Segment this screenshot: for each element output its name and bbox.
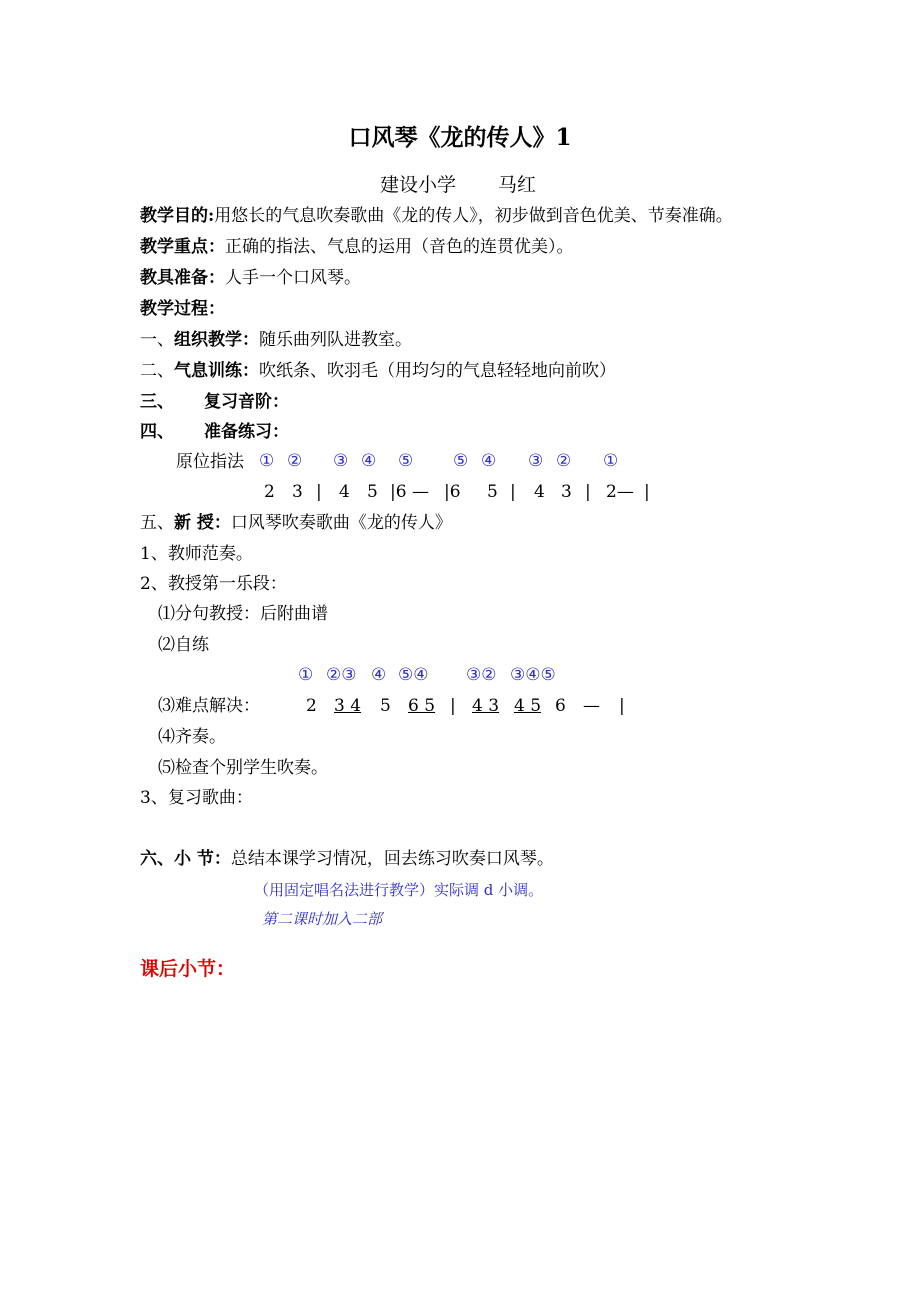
section-6-text: 总结本课学习情况，回去练习吹奏口风琴。 <box>230 849 554 869</box>
section-4-num: 四、 <box>140 422 174 442</box>
note: 2 <box>306 696 317 716</box>
finger-mark: ③ <box>333 451 349 471</box>
section-5 <box>140 515 452 532</box>
note: 3 <box>292 482 303 502</box>
subitem-2: ⑵自练 <box>158 635 209 655</box>
author-school: 建设小学 <box>380 174 457 196</box>
barline: | <box>585 482 591 502</box>
finger-mark: ① <box>298 665 314 685</box>
section-6-num: 六、 <box>140 849 174 869</box>
finger-mark: ⑤ <box>453 451 469 471</box>
finger-mark: ②③ <box>326 665 357 685</box>
page-title: 口风琴《龙的传人》1 <box>348 124 572 151</box>
barline: | <box>510 482 516 502</box>
note-second-lesson: 第二课时加入二部 <box>262 910 383 928</box>
note-group: |6 — <box>390 482 429 502</box>
note-group: 2— <box>606 482 634 502</box>
note: 5 <box>487 482 498 502</box>
barline: | <box>316 482 322 502</box>
section-5-item-1: 1、教师范奏。 <box>140 544 253 564</box>
teaching-tools <box>140 270 361 287</box>
aim-label: 教学目的: <box>140 206 215 226</box>
note: 5 <box>380 696 391 716</box>
section-6 <box>140 851 554 868</box>
section-5-num: 五、 <box>140 513 174 533</box>
section-2-num: 二、 <box>140 361 174 381</box>
exercise-label: 原位指法 <box>176 452 244 472</box>
aim-text: 用悠长的气息吹奏歌曲《龙的传人》，初步做到音色优美、节奏准确。 <box>214 206 733 226</box>
section-1-text: 随乐曲列队进教室。 <box>259 330 412 350</box>
section-5-text: 口风琴吹奏歌曲《龙的传人》 <box>230 513 452 533</box>
focus-label: 教学重点： <box>140 237 225 257</box>
subitem-5: ⑸检查个别学生吹奏。 <box>158 758 328 778</box>
section-2 <box>140 363 616 380</box>
focus-text: 正确的指法、气息的运用（音色的连贯优美）。 <box>225 237 574 257</box>
tools-text: 人手一个口风琴。 <box>225 268 361 288</box>
note: 5 <box>367 482 378 502</box>
note-group: |6 <box>444 482 461 502</box>
section-1-label: 组织教学： <box>174 330 259 350</box>
note: 4 <box>534 482 545 502</box>
finger-mark: ④ <box>371 665 387 685</box>
finger-mark: ③④⑤ <box>510 665 556 685</box>
note: 2 <box>264 482 275 502</box>
finger-mark: ③ <box>528 451 544 471</box>
note: 6 <box>555 696 566 716</box>
finger-mark: ② <box>556 451 572 471</box>
subitem-3-label: ⑶难点解决： <box>158 696 260 716</box>
section-2-label: 气息训练： <box>174 361 259 381</box>
tools-label: 教具准备： <box>140 268 225 288</box>
section-6-label: 小 节： <box>174 849 231 869</box>
author-name: 马红 <box>498 174 537 196</box>
finger-mark: ① <box>259 451 275 471</box>
note: 3 <box>561 482 572 502</box>
subitem-4: ⑷齐奏。 <box>158 727 226 747</box>
section-4-label: 准备练习： <box>204 422 289 442</box>
section-3-label: 复习音阶： <box>204 392 289 412</box>
section-2-text: 吹纸条、吹羽毛（用均匀的气息轻轻地向前吹） <box>259 361 616 381</box>
section-5-label: 新 授： <box>174 513 231 533</box>
note-fixed-do: （用固定唱名法进行教学）实际调 d 小调。 <box>254 881 544 899</box>
barline: | <box>644 482 650 502</box>
note: 4 <box>339 482 350 502</box>
teaching-aim <box>140 208 733 225</box>
note-beamed: 4 3 <box>472 696 500 716</box>
section-3-num: 三、 <box>140 392 174 412</box>
finger-mark: ② <box>287 451 303 471</box>
finger-mark: ④ <box>481 451 497 471</box>
section-5-item-3: 3、复习歌曲： <box>140 788 253 808</box>
finger-mark: ① <box>603 451 619 471</box>
note-beamed: 4 5 <box>514 696 542 716</box>
after-class-summary: 课后小节： <box>140 958 236 980</box>
finger-mark: ③② <box>466 665 497 685</box>
barline: | <box>450 696 456 716</box>
note-beamed: 6 5 <box>408 696 436 716</box>
process-heading: 教学过程： <box>140 299 225 319</box>
section-1 <box>140 332 412 349</box>
subitem-1: ⑴分句教授：后附曲谱 <box>158 604 328 624</box>
finger-mark: ⑤ <box>398 451 414 471</box>
finger-mark: ④ <box>361 451 377 471</box>
barline: | <box>619 696 625 716</box>
note-beamed: 3 4 <box>334 696 362 716</box>
teaching-focus <box>140 239 574 256</box>
finger-mark: ⑤④ <box>398 665 429 685</box>
section-5-item-2: 2、教授第一乐段： <box>140 574 287 594</box>
section-1-num: 一、 <box>140 330 174 350</box>
note-hold: — <box>583 696 600 716</box>
